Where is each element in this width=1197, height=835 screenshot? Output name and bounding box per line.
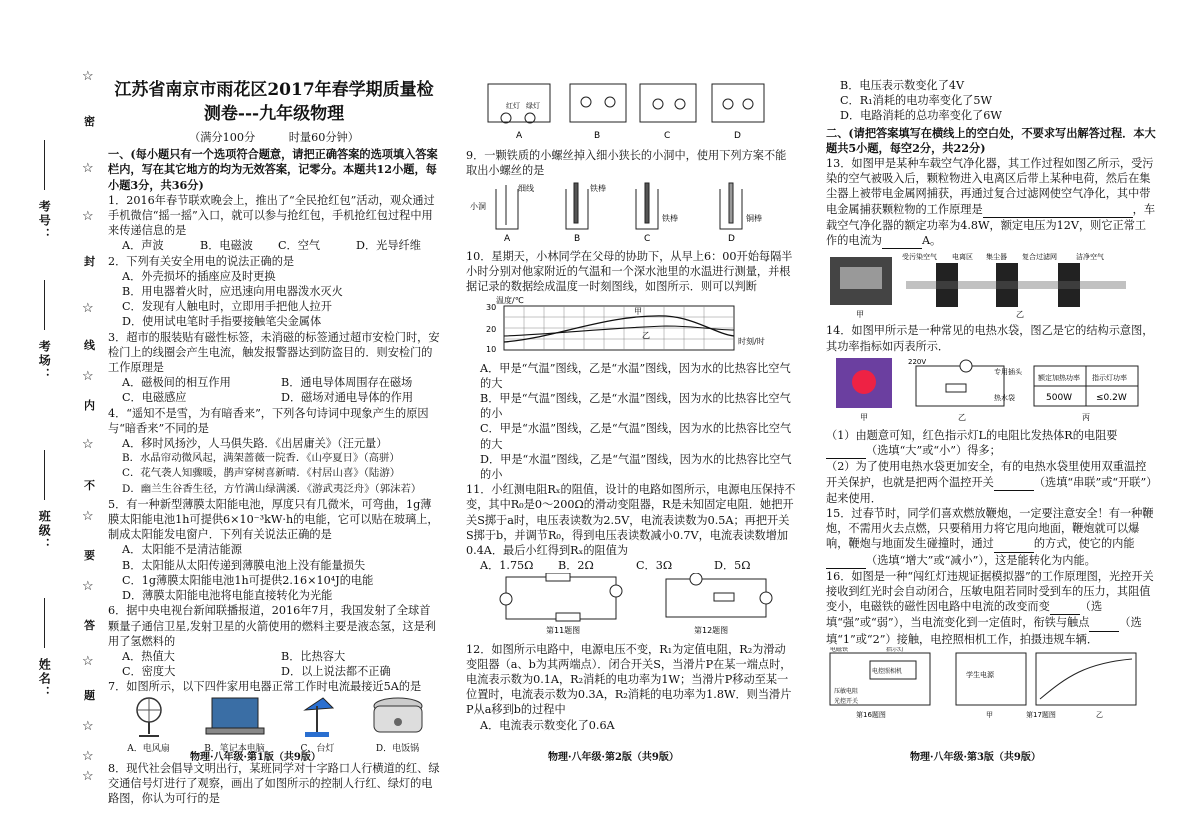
option[interactable]: A．甲是“气温”图线，乙是“水温”图线，因为水的比热容比空气的大 bbox=[480, 361, 791, 390]
red-light-label: 红灯 bbox=[506, 102, 520, 110]
svg-text:指示灯: 指示灯 bbox=[886, 646, 905, 653]
question-4: 4．“遥知不是雪，为有暗香来”，下列各句诗词中现象产生的原因与“暗香来”不同的是 bbox=[108, 406, 429, 435]
svg-text:专用插头: 专用插头 bbox=[994, 367, 1022, 376]
svg-text:丙: 丙 bbox=[1082, 412, 1090, 422]
option[interactable]: D．电路消耗的总功率变化了6W bbox=[840, 109, 1002, 123]
table-value: 500W bbox=[1046, 392, 1073, 403]
page-footer-2: 物理·八年级·第2版（共9版） bbox=[548, 752, 679, 763]
option[interactable]: D．使用试电笔时手指要接触笔尖金属体 bbox=[122, 315, 322, 329]
circuit-label-c: C bbox=[664, 131, 671, 141]
hole-label: 小洞 bbox=[470, 201, 486, 211]
svg-text:B: B bbox=[574, 233, 581, 244]
margin-word: 答 bbox=[84, 619, 95, 632]
svg-text:甲: 甲 bbox=[986, 710, 993, 719]
question-10: 10．星期天，小林同学在父母的协助下，从早上6：00开始每隔半小时分别对他家附近的气温和一个深水池里的水温进行测量，并根据记录的数据绘成温度一时刻图线，如图所示．则可以判断 bbox=[466, 249, 793, 294]
binding-margin bbox=[78, 69, 102, 784]
option[interactable]: D．薄膜太阳能电池将电能直接转化为光能 bbox=[122, 589, 333, 603]
temp-axis-label: 温度/℃ bbox=[496, 296, 524, 306]
margin-star: ☆ bbox=[82, 69, 94, 84]
margin-star: ☆ bbox=[82, 769, 94, 784]
option[interactable]: C．电磁感应 bbox=[122, 391, 187, 405]
screw-retrieval-figure bbox=[466, 179, 786, 245]
circuit-figures-11-12 bbox=[466, 573, 786, 637]
svg-text:D: D bbox=[728, 233, 735, 244]
option[interactable]: D．磁场对通电导体的作用 bbox=[281, 391, 414, 405]
hot-water-bag-figure bbox=[826, 354, 1146, 424]
curve-yi-label: 乙 bbox=[642, 331, 650, 341]
question-3: 3．超市的服装贴有磁性标签，未消磁的标签通过超市安检门时，安检门上的线圈会产生电流，触发报警器达到防盗目的．则安检门的工作原理是 bbox=[108, 330, 440, 375]
option[interactable]: D．光导纤维 bbox=[356, 239, 421, 253]
iron-rod-label: 铁棒 bbox=[662, 213, 678, 223]
question-2: 2．下列有关安全用电的说法正确的是 bbox=[108, 254, 295, 268]
thread-label: 细线 bbox=[518, 183, 534, 193]
margin-star: ☆ bbox=[82, 654, 94, 669]
margin-star: ☆ bbox=[82, 749, 94, 764]
question-14-part-1: （1）由题意可知，红色指示灯L的电阻比发热体R的电阻要 （选填“大”或“小”）得多； bbox=[826, 428, 1156, 459]
column-1 bbox=[108, 78, 440, 806]
option[interactable]: D．以上说法都不正确 bbox=[281, 665, 391, 679]
iron-rod-label: 铁棒 bbox=[590, 183, 606, 193]
margin-word: 密 bbox=[84, 115, 95, 128]
section-1-heading: 一、(每小题只有一个选项符合题意，请把正确答案的选项填入答案栏内，写在其它地方的均为无效答案，记零分。本题共12小题，每小题3分，共36分) bbox=[108, 147, 438, 192]
question-3-options bbox=[108, 375, 440, 390]
field-label: 姓名： bbox=[37, 658, 52, 700]
page-title-line2: 测卷---九年级物理 bbox=[203, 104, 345, 124]
margin-word: 要 bbox=[84, 549, 95, 562]
question-1-options bbox=[108, 238, 440, 253]
question-15: 15．过春节时，同学们喜欢燃放鞭炮，一定要注意安全！有一种鞭炮，不需用火去点燃，只要稍用力将它甩向地面，鞭炮就可以爆响，鞭炮与地面发生碰撞时，通过 的方式，使它的内能 （选填“增大”或“减小”），这是能转化为内能。 bbox=[826, 506, 1156, 569]
option[interactable]: B．2Ω bbox=[558, 559, 594, 573]
option[interactable]: B．电磁波 bbox=[200, 239, 253, 253]
svg-text:电磁铁: 电磁铁 bbox=[830, 646, 849, 653]
answer-blank[interactable] bbox=[882, 233, 922, 249]
svg-text:受污染空气: 受污染空气 bbox=[902, 253, 937, 262]
option[interactable]: C．1g薄膜太阳能电池1h可提供2.16×10⁴J的电能 bbox=[122, 573, 374, 587]
margin-star: ☆ bbox=[82, 209, 94, 224]
svg-text:10: 10 bbox=[486, 345, 497, 355]
option[interactable]: B．通电导体周围存在磁场 bbox=[281, 376, 413, 390]
margin-star: ☆ bbox=[82, 509, 94, 524]
fig11-caption: 第11题图 bbox=[546, 626, 581, 636]
traffic-light-circuits bbox=[466, 78, 796, 148]
svg-text:洁净空气: 洁净空气 bbox=[1076, 253, 1104, 262]
answer-blank[interactable] bbox=[1050, 599, 1080, 615]
svg-text:电离区: 电离区 bbox=[952, 253, 973, 262]
option[interactable]: B．用电器着火时，应迅速向用电器泼水灭火 bbox=[122, 285, 343, 299]
green-light-label: 绿灯 bbox=[526, 102, 540, 110]
answer-blank[interactable] bbox=[994, 475, 1034, 491]
svg-text:复合过滤网: 复合过滤网 bbox=[1022, 253, 1057, 262]
question-9: 9．一颗铁质的小螺丝掉入细小狭长的小洞中，使用下列方案不能取出小螺丝的是 bbox=[466, 149, 787, 178]
svg-text:220V: 220V bbox=[908, 357, 927, 366]
margin-word: 内 bbox=[84, 399, 95, 412]
svg-text:A: A bbox=[504, 233, 511, 244]
question-8: 8．现代社会倡导文明出行，某班同学对十字路口人行横道的红、绿交通信号灯进行了观察，画出了如图所示的控制人行红、绿灯的电路图，你认为可行的是 bbox=[108, 761, 440, 805]
option[interactable]: C．R₁消耗的电功率变化了5W bbox=[840, 94, 992, 108]
svg-text:热水袋: 热水袋 bbox=[994, 393, 1015, 402]
margin-star: ☆ bbox=[82, 301, 94, 316]
page-title-line1: 江苏省南京市雨花区2017年春学期质量检 bbox=[114, 80, 434, 100]
option[interactable]: A．移时风扬沙，人马俱失路．《出居庸关》（汪元量） bbox=[122, 437, 388, 451]
question-14-part-2: （2）为了使用电热水袋更加安全，有的电热水袋里使用双重温控开关保护，也就是把两个温控开关 （选填“串联”或“开联”）起来使用． bbox=[826, 460, 1152, 505]
svg-text:乙: 乙 bbox=[958, 412, 966, 422]
laptop-icon[interactable]: B．笔记本电脑 bbox=[202, 694, 268, 757]
field-label: 考号： bbox=[37, 200, 52, 242]
air-purifier-figure bbox=[826, 249, 1146, 319]
svg-text:30: 30 bbox=[486, 303, 497, 313]
margin-star: ☆ bbox=[82, 161, 94, 176]
option[interactable]: D．幽兰生谷香生径，方竹满山绿满溪．《游武夷泛舟》（郭沫若） bbox=[122, 482, 422, 495]
red-light-camera-figure bbox=[826, 647, 1146, 721]
option[interactable]: A．外壳损坏的插座应及时更换 bbox=[122, 269, 276, 283]
option[interactable]: C．密度大 bbox=[122, 665, 176, 679]
traffic-light-circuits-figure bbox=[466, 78, 766, 144]
fan-icon[interactable]: A．电风扇 bbox=[121, 694, 177, 757]
option[interactable]: C．发现有人触电时，立即用手把他人拉开 bbox=[122, 300, 332, 314]
copper-rod-label: 铜棒 bbox=[746, 213, 762, 223]
column-2 bbox=[466, 78, 796, 733]
option[interactable]: B．水晶帘动微风起，满架蔷薇一院香．《山亭夏日》（高骈） bbox=[122, 452, 400, 465]
page-footer-1: 物理·八年级·第1版（共9版） bbox=[190, 752, 321, 763]
question-5: 5．有一种新型薄膜太阳能电池，厚度只有几微米，可弯曲，1g薄膜太阳能电池1h可提供6×10⁻³kW·h的电能，它可以贴在玻璃上，制成太阳能发电窗户．下列有关说法正确的是 bbox=[108, 497, 439, 542]
option[interactable]: A．热值大 bbox=[122, 649, 175, 663]
desk-lamp-icon[interactable]: C．台灯 bbox=[293, 694, 343, 757]
option[interactable]: A．声波 bbox=[122, 239, 164, 253]
question-13: 13．如图甲是某种车载空气净化器，其工作过程如图乙所示，受污染的空气被吸入后，颗粒物进入电离区后带上某种电荷，然后在集尘器上被带电金属网捕获，再通过复合过滤网使空气净化，其中带电金属捕获颗粒物的工作原理是 ，车载空气净化器的额定功率为4.8W，额定电压为12V，则它正常工作的电流为 A。 bbox=[826, 156, 1156, 249]
margin-star: ☆ bbox=[82, 579, 94, 594]
option[interactable]: D．甲是“水温”图线，乙是“气温”图线，因为水的比热容比空气的小 bbox=[480, 452, 792, 482]
appliances-figure bbox=[108, 698, 440, 758]
exam-number-field[interactable] bbox=[36, 200, 66, 246]
margin-word: 不 bbox=[84, 479, 95, 492]
option[interactable]: C．空气 bbox=[278, 239, 321, 253]
table-value: ≤0.2W bbox=[1096, 392, 1127, 403]
svg-text:学生电源: 学生电源 bbox=[966, 670, 994, 679]
option[interactable]: B．比热容大 bbox=[281, 649, 346, 663]
field-label: 考场： bbox=[37, 340, 52, 382]
option[interactable]: A．1.75Ω bbox=[480, 559, 534, 573]
question-1: 1．2016年春节联欢晚会上，推出了“全民抢红包”活动，观众通过手机微信“摇一摇”入口，就可以参与抢红包，手机抢红包过程中用来传递信息的是 bbox=[108, 193, 435, 238]
svg-text:甲: 甲 bbox=[860, 412, 868, 422]
margin-star: ☆ bbox=[82, 437, 94, 452]
question-11: 11．小红测电阻Rₓ的阻值，设计的电路如图所示，电源电压保持不变，其中R₀是0～200Ω的滑动变阻器，R是未知固定电阻．她把开关S掷于a时，电压表读数为2.5V，电流表读数为0.5A；再把开关S掷于b，并调节R₀，得到电压表读数减小0.7V，电流表读数增加0.4A．最后小红得到Rₓ的阻值为 bbox=[466, 483, 796, 558]
circuit-label-d: D bbox=[734, 131, 741, 141]
margin-word: 题 bbox=[84, 689, 95, 702]
answer-blank[interactable] bbox=[826, 443, 866, 459]
option[interactable]: B．电压表示数变化了4V bbox=[840, 79, 965, 92]
answer-blank[interactable] bbox=[983, 202, 1133, 218]
svg-text:压敏电阻: 压敏电阻 bbox=[834, 687, 859, 695]
svg-text:集尘器: 集尘器 bbox=[986, 253, 1007, 262]
table-header: 额定加热功率 bbox=[1038, 373, 1080, 382]
question-12: 12．如图所示电路中，电源电压不变，R₁为定值电阻，R₂为滑动变阻器（a、b为其两端点）．闭合开关S，当滑片P在某一端点时，电流表示数为0.1A，R₂消耗的电功率为1W；当滑片P移动至某一位置时，电流表示数为0.3A，R₂消耗的电功率为1.8W．则当滑片P从a移到b的过程中 bbox=[466, 642, 792, 717]
field-label: 班级： bbox=[37, 510, 52, 552]
circuit-label-a: A bbox=[516, 131, 523, 141]
name-field[interactable] bbox=[36, 658, 66, 704]
svg-text:乙: 乙 bbox=[1016, 310, 1024, 320]
svg-text:甲: 甲 bbox=[856, 310, 864, 320]
margin-word: 封 bbox=[84, 255, 95, 268]
svg-text:第16题图: 第16题图 bbox=[856, 710, 886, 719]
option[interactable]: C．花气袭人知骤暖，鹊声穿树喜新晴．《村居山喜》（陆游） bbox=[122, 467, 401, 480]
option[interactable]: A．太阳能不是清洁能源 bbox=[122, 543, 242, 557]
question-7: 7．如图所示，以下四件家用电器正常工作时电流最接近5A的是 bbox=[108, 680, 422, 694]
option[interactable]: C．甲是“水温”图线，乙是“气温”图线，因为水的比热容比空气的大 bbox=[480, 422, 792, 451]
answer-blank[interactable] bbox=[1089, 615, 1119, 631]
answer-blank[interactable] bbox=[826, 553, 866, 569]
rice-cooker-icon[interactable]: D．电饭锅 bbox=[368, 694, 428, 757]
circuit-label-b: B bbox=[594, 131, 601, 141]
svg-text:第17题图: 第17题图 bbox=[1026, 710, 1056, 719]
option[interactable]: B．甲是“气温”图线，乙是“水温”图线，因为水的比热容比空气的小 bbox=[480, 392, 791, 421]
page-footer-3: 物理·八年级·第3版（共9版） bbox=[910, 752, 1041, 763]
question-6: 6．据中央电视台新闻联播报道，2016年7月，我国发射了全球首颗量子通信卫星,发射卫星的火箭使用的燃料主要是液态氢，这是利用了氢燃料的 bbox=[108, 604, 436, 648]
svg-text:C: C bbox=[644, 233, 651, 244]
exam-room-field[interactable] bbox=[36, 340, 66, 386]
option[interactable]: C．3Ω bbox=[636, 559, 673, 573]
column-3 bbox=[826, 78, 1156, 725]
table-header: 指示灯功率 bbox=[1092, 373, 1127, 382]
question-14: 14．如图甲所示是一种常见的电热水袋，图乙是它的结构示意图，其功率指标如丙表所示． bbox=[826, 324, 1154, 353]
curve-jia-label: 甲 bbox=[634, 307, 642, 317]
temperature-chart bbox=[466, 294, 786, 356]
svg-text:乙: 乙 bbox=[1096, 710, 1103, 719]
fig12-caption: 第12题图 bbox=[694, 626, 729, 636]
margin-star: ☆ bbox=[82, 369, 94, 384]
svg-text:电控照相机: 电控照相机 bbox=[872, 667, 903, 675]
score-time-info: （满分100分 时量60分钟） bbox=[189, 131, 359, 144]
question-16: 16．如图是一种“闯红灯违规证据模拟器”的工作原理图，光控开关接收到红光时会自动闭合，压敏电阻若同时受到车的压力，其阻值变小，电磁铁的磁性因电路中电流的改变而变 （选填“强”或“弱”），当电流变化到一定值时，衔铁与触点 （选填“1”或“2”）接触，电控照相机工作，拍摄违规车辆． bbox=[826, 569, 1154, 646]
margin-star: ☆ bbox=[82, 719, 94, 734]
section-2-heading: 二、(请把答案填写在横线上的空白处，不要求写出解答过程．本大题共5小题，每空2分，共22分) bbox=[826, 125, 1156, 155]
option[interactable]: D．5Ω bbox=[714, 559, 751, 573]
answer-blank[interactable] bbox=[994, 536, 1034, 552]
option[interactable]: A．电流表示数变化了0.6A bbox=[480, 718, 615, 732]
svg-text:光控开关: 光控开关 bbox=[834, 697, 859, 705]
margin-word: 线 bbox=[84, 339, 95, 352]
option[interactable]: A．磁极间的相互作用 bbox=[122, 376, 231, 390]
option[interactable]: B．太阳能从太阳传递到薄膜电池上没有能量损失 bbox=[122, 558, 366, 572]
time-axis-label: 时刻/时 bbox=[738, 337, 765, 347]
svg-text:20: 20 bbox=[486, 325, 497, 335]
class-field[interactable] bbox=[36, 510, 66, 556]
